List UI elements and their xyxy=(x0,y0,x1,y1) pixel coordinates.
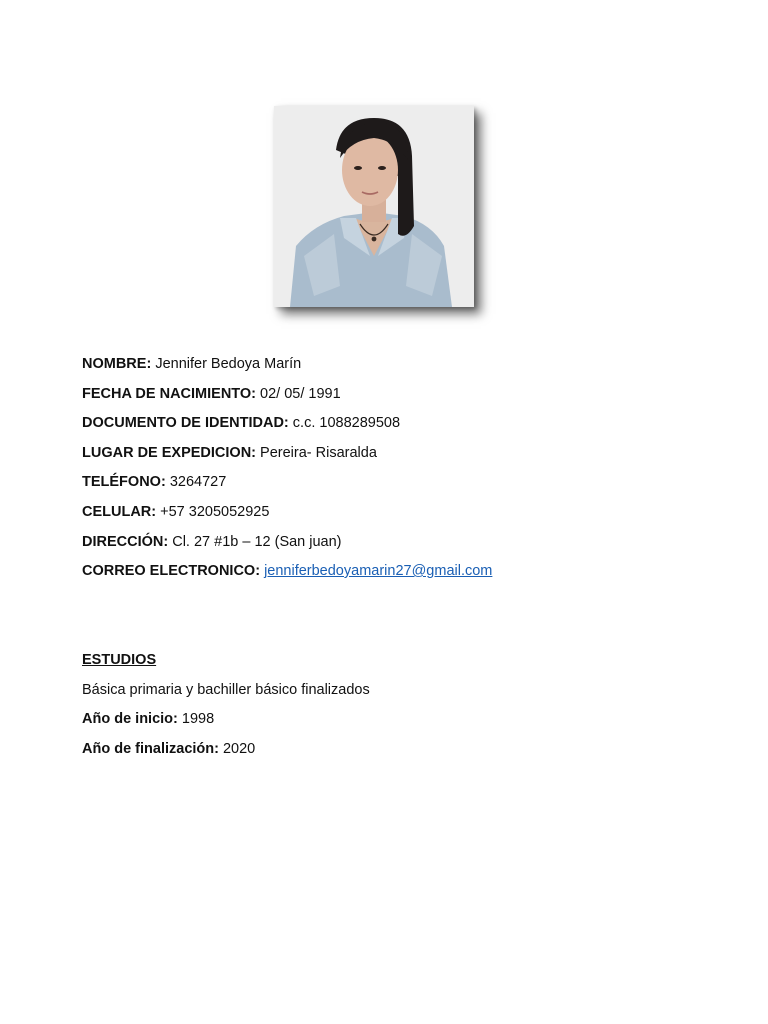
field-correo xyxy=(82,562,492,580)
field-celular xyxy=(82,503,269,521)
field-value: 1998 xyxy=(181,711,215,727)
field-label: Año de inicio: xyxy=(82,711,178,727)
field-lugar-expedicion xyxy=(82,444,377,462)
field-label: CORREO ELECTRONICO: xyxy=(82,563,261,579)
field-nombre xyxy=(82,355,301,373)
field-documento xyxy=(82,414,400,432)
field-value: 3264727 xyxy=(169,474,227,490)
field-value: Jennifer Bedoya Marín xyxy=(155,356,302,372)
field-anio-inicio xyxy=(82,710,214,728)
field-label: CELULAR: xyxy=(82,504,157,520)
person-photo-icon xyxy=(274,106,474,307)
studies-description xyxy=(82,681,370,699)
field-label: Año de finalización: xyxy=(82,741,219,757)
field-telefono xyxy=(82,473,226,491)
field-direccion xyxy=(82,533,342,551)
field-label: NOMBRE: xyxy=(82,356,152,372)
field-value: 02/ 05/ 1991 xyxy=(260,386,341,402)
studies-description-text: Básica primaria y bachiller básico finalizados xyxy=(82,682,370,698)
field-value: +57 3205052925 xyxy=(160,504,270,520)
field-fecha-nacimiento xyxy=(82,385,341,403)
field-value: Cl. 27 #1b – 12 (San juan) xyxy=(172,534,342,550)
field-label: TELÉFONO: xyxy=(82,474,166,490)
email-link[interactable]: jenniferbedoyamarin27@gmail.com xyxy=(264,563,493,579)
field-label: LUGAR DE EXPEDICION: xyxy=(82,445,257,461)
section-title-estudios xyxy=(82,651,156,669)
field-anio-finalizacion xyxy=(82,740,255,758)
field-value: 2020 xyxy=(222,741,256,757)
field-label: DIRECCIÓN: xyxy=(82,534,169,550)
field-value: Pereira- Risaralda xyxy=(260,445,377,461)
field-label: FECHA DE NACIMIENTO: xyxy=(82,386,256,402)
profile-photo xyxy=(274,106,474,307)
field-label: DOCUMENTO DE IDENTIDAD: xyxy=(82,415,289,431)
section-heading: ESTUDIOS xyxy=(82,652,157,668)
field-value: c.c. 1088289508 xyxy=(292,415,401,431)
